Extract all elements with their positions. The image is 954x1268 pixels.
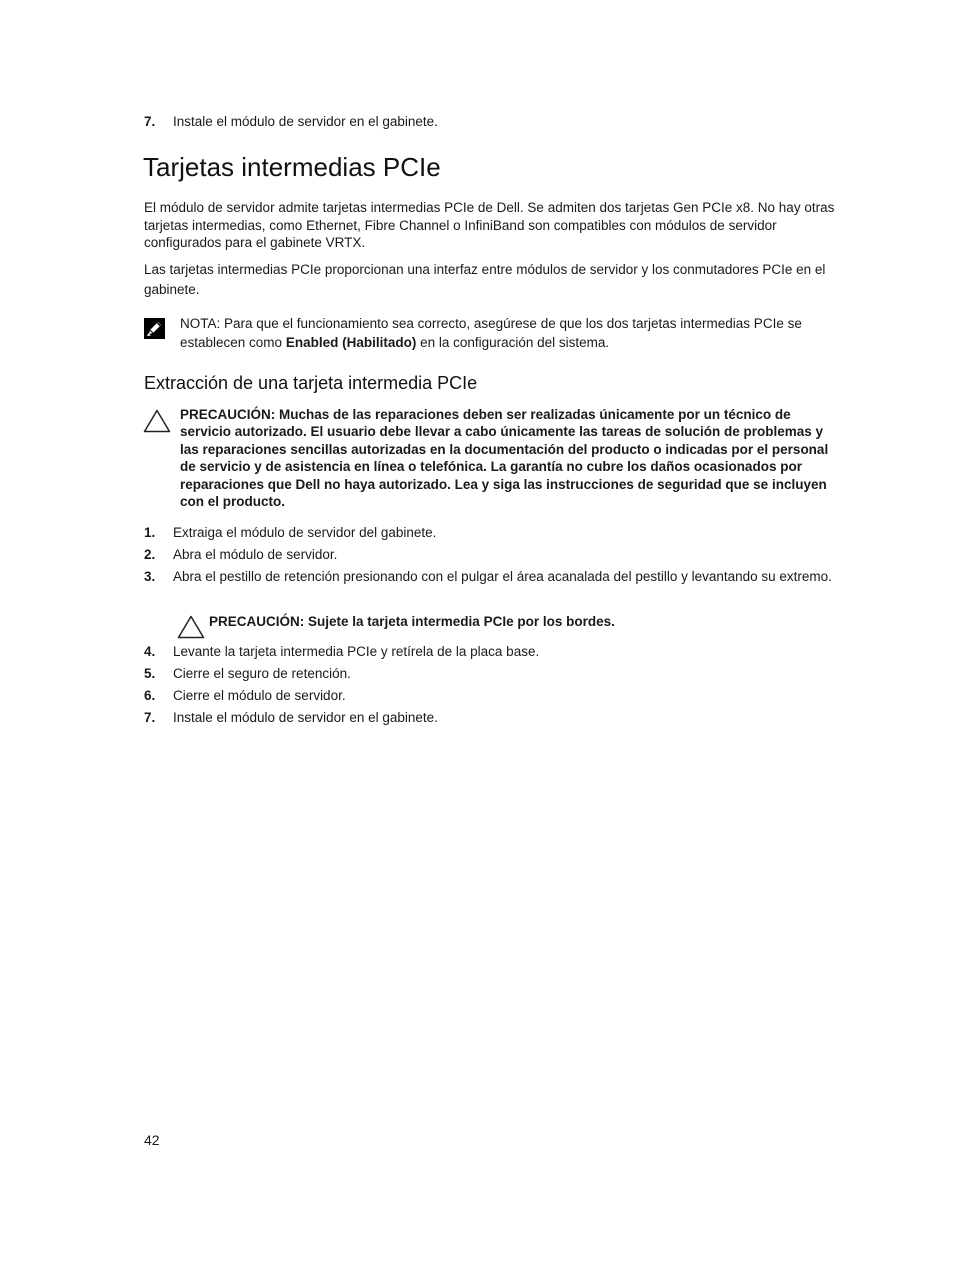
step-text: Cierre el seguro de retención. <box>173 666 351 681</box>
step-number: 4. <box>144 644 156 659</box>
section-title: Extracción de una tarjeta intermedia PCIe <box>144 373 478 393</box>
step-number: 2. <box>144 547 156 562</box>
caution-icon <box>143 409 171 433</box>
step-text: Levante la tarjeta intermedia PCIe y retírela de la placa base. <box>173 644 540 659</box>
step-text: Extraiga el módulo de servidor del gabinete. <box>173 525 437 540</box>
page-title: Tarjetas intermedias PCIe <box>143 152 441 182</box>
paragraph: Las tarjetas intermedias PCIe proporcionan una interfaz entre módulos de servidor y los conmutadores PCIe en el gabinete. <box>144 262 826 297</box>
note-emphasis: Enabled (Habilitado) <box>285 335 417 350</box>
step-number: 7. <box>144 114 156 129</box>
step-number: 7. <box>144 710 156 725</box>
paragraph: El módulo de servidor admite tarjetas intermedias PCIe de Dell. Se admiten dos tarjetas Gen PCIe x8. No hay otras tarjetas intermedias, como Ethernet, Fibre Channel o InfiniBand son compatibles con módulos de servidor configurados para el gabinete VRTX. <box>144 200 835 250</box>
step-number: 1. <box>144 525 156 540</box>
step-number: 6. <box>144 688 156 703</box>
step-text: Abra el módulo de servidor. <box>173 547 338 562</box>
caution-text: PRECAUCIÓN: Sujete la tarjeta intermedia PCIe por los bordes. <box>209 614 615 629</box>
step-text: Instale el módulo de servidor en el gabinete. <box>173 710 438 725</box>
note-icon <box>144 318 165 339</box>
step-text: Abra el pestillo de retención presionando con el pulgar el área acanalada del pestillo y levantando su extremo. <box>173 569 832 584</box>
step-number: 5. <box>144 666 156 681</box>
note-text <box>180 314 844 352</box>
caution-icon <box>177 615 205 639</box>
step-number: 3. <box>144 569 156 584</box>
note-label: NOTA: <box>180 316 221 331</box>
note-body: Para que el funcionamiento sea correcto, asegúrese de que los dos tarjetas intermedias PCIe se establecen como <box>180 316 802 350</box>
step-text: Instale el módulo de servidor en el gabinete. <box>173 114 438 129</box>
page-number: 42 <box>144 1132 160 1148</box>
step-text: Cierre el módulo de servidor. <box>173 688 346 703</box>
caution-text: PRECAUCIÓN: Muchas de las reparaciones deben ser realizadas únicamente por un técnico de servicio autorizado. El usuario debe llevar a cabo únicamente las tareas de solución de problemas y las reparaciones sencillas autorizadas en la documentación del producto o indicadas por el personal de servicio y de asistencia en línea o telefónica. La garantía no cubre los daños ocasionados por reparaciones que Dell no haya autorizado. Lea y siga las instrucciones de seguridad que se incluyen con el producto. <box>180 407 829 510</box>
note-body-end: en la configuración del sistema. <box>416 335 610 350</box>
